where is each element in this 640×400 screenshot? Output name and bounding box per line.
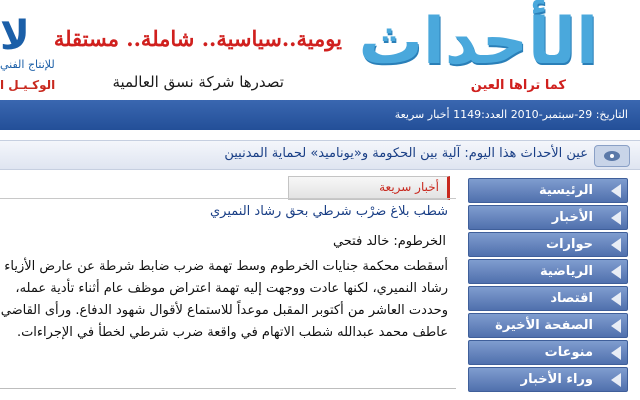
sidebar-item-label: وراء الأخبار: [520, 372, 593, 387]
article-bottom-divider: [0, 388, 456, 389]
article-body: أسقطت محكمة جنايات الخرطوم وسط تهمة ضرب ضابط شرطة عن عارض الأزياء رشاد النميري، لكنها عادت ووجهت إليه تهمة اعتراض موظف عام أثناء تأدية عمله، وحددت العاشر من أكتوبر المقبل موعداً للاستماع لأقوال شهود الدفاع. ورأى القاضي عاطف محمد عبدالله شطب الاتهام في واقعة ضرب شرطي لخطأ في الإجراءات.: [0, 259, 448, 340]
section-divider: [0, 198, 456, 199]
sidebar-item-economy[interactable]: [468, 286, 628, 311]
sidebar-item-behind-news[interactable]: [468, 367, 628, 392]
sidebar-item-last-page[interactable]: [468, 313, 628, 338]
sponsor-logo: لا: [0, 13, 30, 59]
sidebar-item-interviews[interactable]: [468, 232, 628, 257]
arrow-left-icon: [611, 373, 621, 387]
site-tagline: يومية..سياسية.. شاملة.. مستقلة: [53, 26, 342, 51]
section-label: أخبار سريعة: [379, 180, 439, 194]
sidebar-nav: [468, 176, 628, 400]
sidebar-item-misc[interactable]: [468, 340, 628, 365]
arrow-left-icon: [611, 238, 621, 252]
logo-slogan: كما تراها العين: [470, 78, 566, 93]
newspaper-logo[interactable]: الأحداث: [358, 5, 598, 79]
arrow-left-icon: [611, 346, 621, 360]
arrow-left-icon: [611, 184, 621, 198]
sidebar-item-label: الرياضية: [540, 264, 593, 279]
eye-icon: [594, 145, 630, 167]
section-tab[interactable]: [288, 176, 450, 200]
sidebar-item-label: الصفحة الأخيرة: [495, 318, 593, 333]
sidebar-item-home[interactable]: [468, 178, 628, 203]
sponsor-line-2: الوكـيـل ا: [0, 78, 56, 92]
main-content: [0, 176, 456, 400]
article-title: شطب بلاغ ضرْب شرطي بحق رشاد النميري: [210, 204, 448, 219]
ticker-headline-link[interactable]: عين الأحداث هذا اليوم: آلية بين الحكومة و«يوناميد» لحماية المدنيين: [224, 146, 588, 161]
sidebar-item-label: الرئيسية: [538, 183, 593, 198]
headline-ticker: [0, 140, 640, 170]
date-issue-text: التاريخ: 29-سبتمبر-2010 العدد:1149 أخبار سريعة: [394, 108, 628, 121]
sidebar-item-label: الأخبار: [551, 210, 593, 225]
sidebar-item-label: حوارات: [546, 237, 593, 252]
date-bar: [0, 100, 640, 130]
sidebar-item-sports[interactable]: [468, 259, 628, 284]
sidebar-item-label: منوعات: [544, 345, 593, 360]
sidebar-item-label: اقتصاد: [550, 291, 593, 306]
arrow-left-icon: [611, 265, 621, 279]
arrow-left-icon: [611, 292, 621, 306]
sidebar-item-news[interactable]: [468, 205, 628, 230]
site-header: [0, 0, 640, 100]
arrow-left-icon: [611, 319, 621, 333]
article-byline: الخرطوم: خالد فتحي: [332, 234, 446, 249]
publisher-line: تصدرها شركة نسق العالمية: [112, 73, 284, 91]
arrow-left-icon: [611, 211, 621, 225]
sponsor-line-1: للإنتاج الفني: [0, 58, 55, 71]
